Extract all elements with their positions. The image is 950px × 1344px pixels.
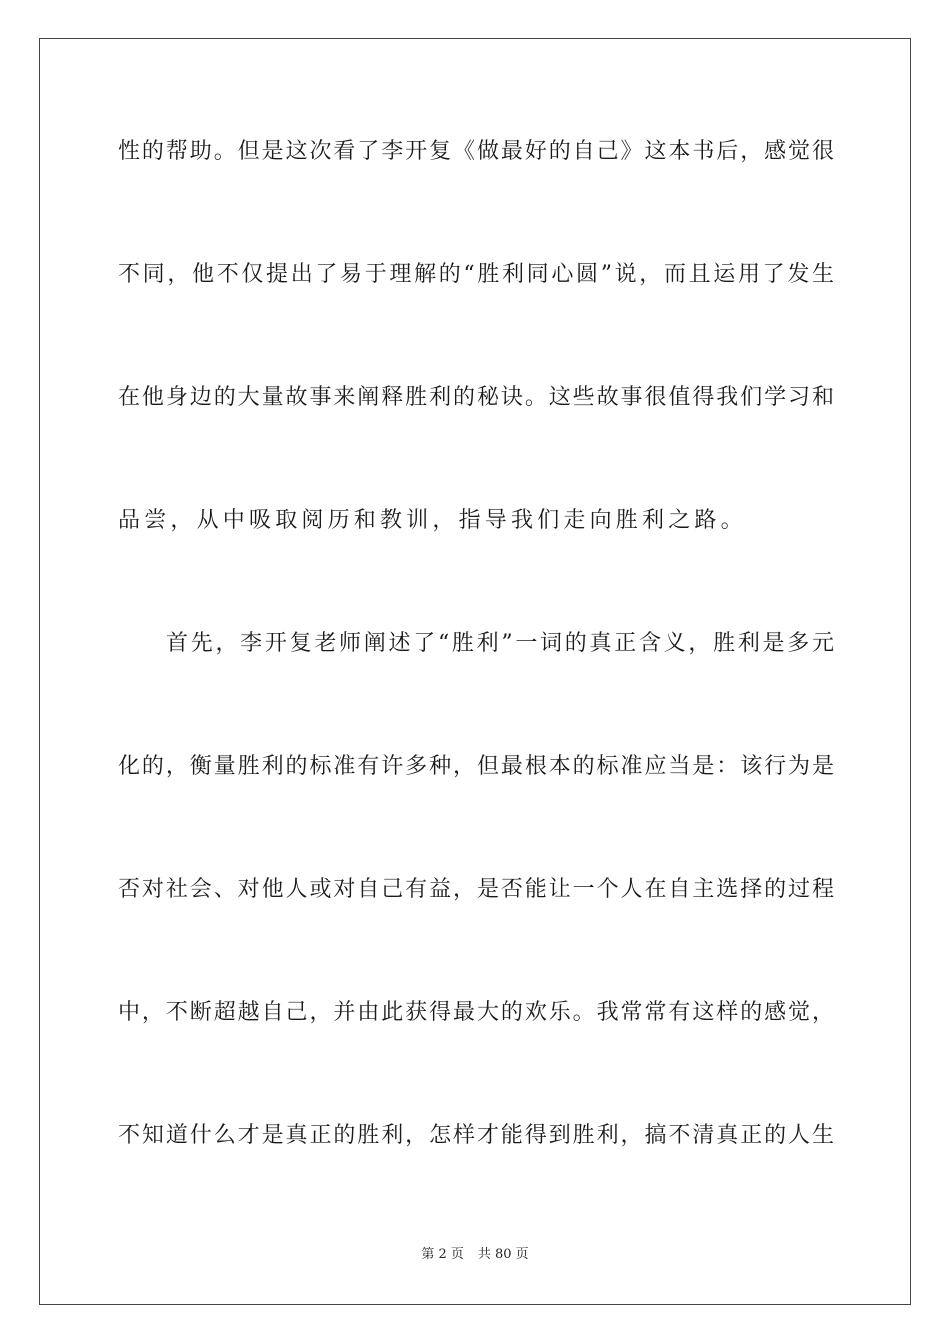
page-border: [39, 38, 911, 1305]
text-line-6: 化的，衡量胜利的标准有许多种，但最根本的标准应当是：该行为是: [118, 754, 834, 779]
page-number: 第 2 页: [421, 1247, 464, 1262]
text-line-2: 不同，他不仅提出了易于理解的“胜利同心圆”说，而且运用了发生: [118, 262, 834, 287]
text-line-4: 品尝，从中吸取阅历和教训，指导我们走向胜利之路。: [118, 508, 747, 533]
text-line-1: 性的帮助。但是这次看了李开复《做最好的自己》这本书后，感觉很: [118, 139, 834, 164]
text-line-5: 首先，李开复老师阐述了“胜利”一词的真正含义，胜利是多元: [166, 631, 834, 656]
text-line-3: 在他身边的大量故事来阐释胜利的秘诀。这些故事很值得我们学习和: [118, 385, 834, 410]
page-total: 共 80 页: [477, 1247, 529, 1262]
text-line-9: 不知道什么才是真正的胜利，怎样才能得到胜利，搞不清真正的人生: [118, 1123, 834, 1148]
text-line-8: 中，不断超越自己，并由此获得最大的欢乐。我常常有这样的感觉，: [118, 1000, 834, 1025]
page-footer: [0, 1245, 950, 1265]
text-line-7: 否对社会、对他人或对自己有益，是否能让一个人在自主选择的过程: [118, 877, 834, 902]
